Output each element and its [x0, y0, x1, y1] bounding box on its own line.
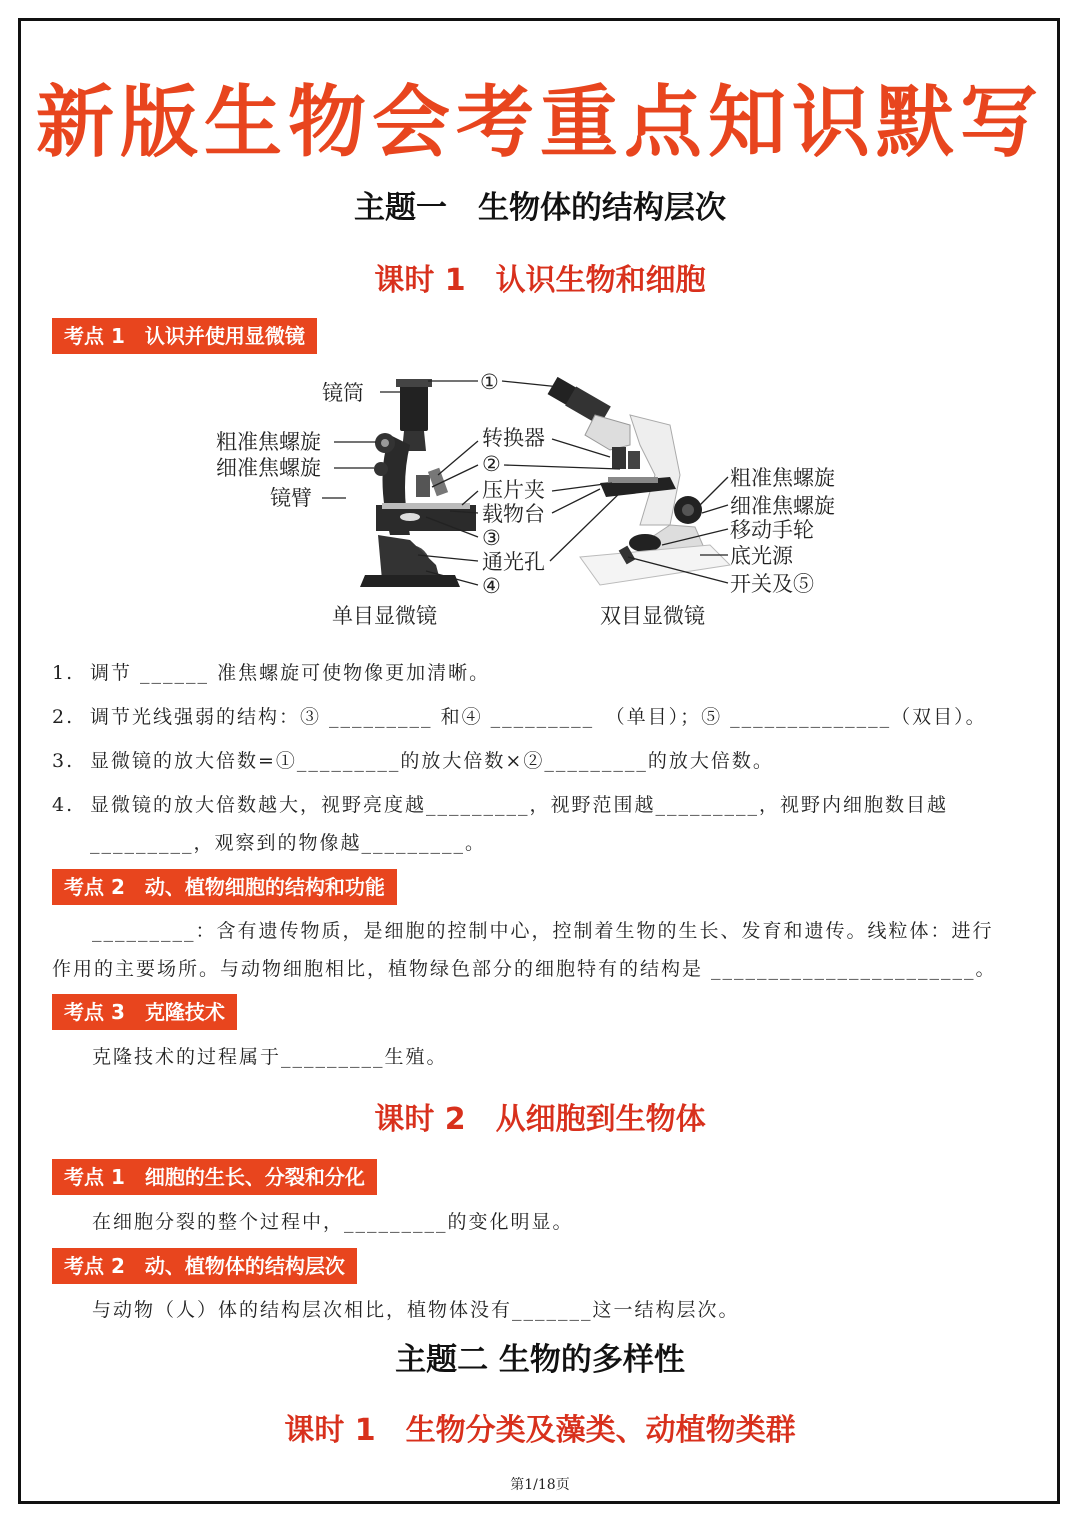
label-wheel: 移动手轮 [730, 518, 814, 542]
binocular-microscope [548, 377, 730, 585]
l2-kp2-text: 与动物（人）体的结构层次相比，植物体没有_______这一结构层次。 [92, 1299, 740, 1321]
kp2-tag: 考点 2 动、植物细胞的结构和功能 [52, 869, 397, 905]
kp2-text-line2: 作用的主要场所。与动物细胞相比，植物绿色部分的细胞特有的结构是 _______________________。 [52, 958, 997, 980]
label-arm: 镜臂 [270, 486, 312, 510]
monocular-microscope [360, 379, 476, 587]
kp1-tag: 考点 1 认识并使用显微镜 [52, 318, 317, 354]
kp3-text: 克隆技术的过程属于_________生殖。 [92, 1046, 448, 1068]
question-3: 3. 显微镜的放大倍数=①_________的放大倍数×②_________的放大倍数。 [52, 750, 774, 772]
label-mono-fine: 细准焦螺旋 [216, 456, 321, 480]
label-circle-1: ① [480, 370, 499, 394]
l2-kp1-tag: 考点 1 细胞的生长、分裂和分化 [52, 1159, 377, 1195]
question-4-continued: _________，观察到的物像越_________。 [90, 832, 487, 854]
lesson-one-heading: 课时 1 认识生物和细胞 [374, 263, 706, 298]
topic-two-heading: 主题二 生物的多样性 [395, 1342, 685, 1378]
lesson-two-heading: 课时 2 从细胞到生物体 [374, 1102, 706, 1137]
label-tube: 镜筒 [322, 381, 364, 405]
label-converter: 转换器 [482, 426, 545, 450]
label-mono-coarse: 粗准焦螺旋 [216, 430, 321, 454]
question-2: 2. 调节光线强弱的结构：③ _________ 和④ _________ （单目）；⑤ ______________（双目）。 [52, 706, 987, 728]
label-bino-fine: 细准焦螺旋 [730, 494, 835, 518]
page-number: 第1/18页 [510, 1477, 570, 1493]
l2-kp2-tag: 考点 2 动、植物体的结构层次 [52, 1248, 357, 1284]
label-stage: 载物台 [482, 502, 545, 526]
label-hole: 通光孔 [482, 550, 545, 574]
kp2-text-line1: _________：含有遗传物质，是细胞的控制中心，控制着生物的生长、发育和遗传。线粒体：进行 [92, 920, 994, 942]
label-circle-2: ② [482, 452, 501, 476]
question-1: 1. 调节 ______ 准焦螺旋可使物像更加清晰。 [52, 662, 491, 684]
label-switch: 开关及⑤ [730, 572, 814, 596]
question-4: 4. 显微镜的放大倍数越大，视野亮度越_________，视野范围越_________，视野内细胞数目越 [52, 794, 949, 816]
label-circle-4: ④ [482, 574, 501, 598]
caption-mono: 单目显微镜 [332, 604, 437, 628]
caption-bino: 双目显微镜 [600, 604, 705, 628]
label-bino-coarse: 粗准焦螺旋 [730, 466, 835, 490]
microscope-figure [200, 365, 860, 645]
label-light: 底光源 [730, 544, 793, 568]
label-clip: 压片夹 [482, 478, 545, 502]
lesson-three-heading: 课时 1 生物分类及藻类、动植物类群 [284, 1413, 796, 1448]
kp3-tag: 考点 3 克隆技术 [52, 994, 237, 1030]
l2-kp1-text: 在细胞分裂的整个过程中，_________的变化明显。 [92, 1211, 574, 1233]
label-circle-3: ③ [482, 526, 501, 550]
document-title: 新版生物会考重点知识默写 [35, 77, 1044, 168]
topic-one-heading: 主题一 生物体的结构层次 [354, 190, 726, 226]
